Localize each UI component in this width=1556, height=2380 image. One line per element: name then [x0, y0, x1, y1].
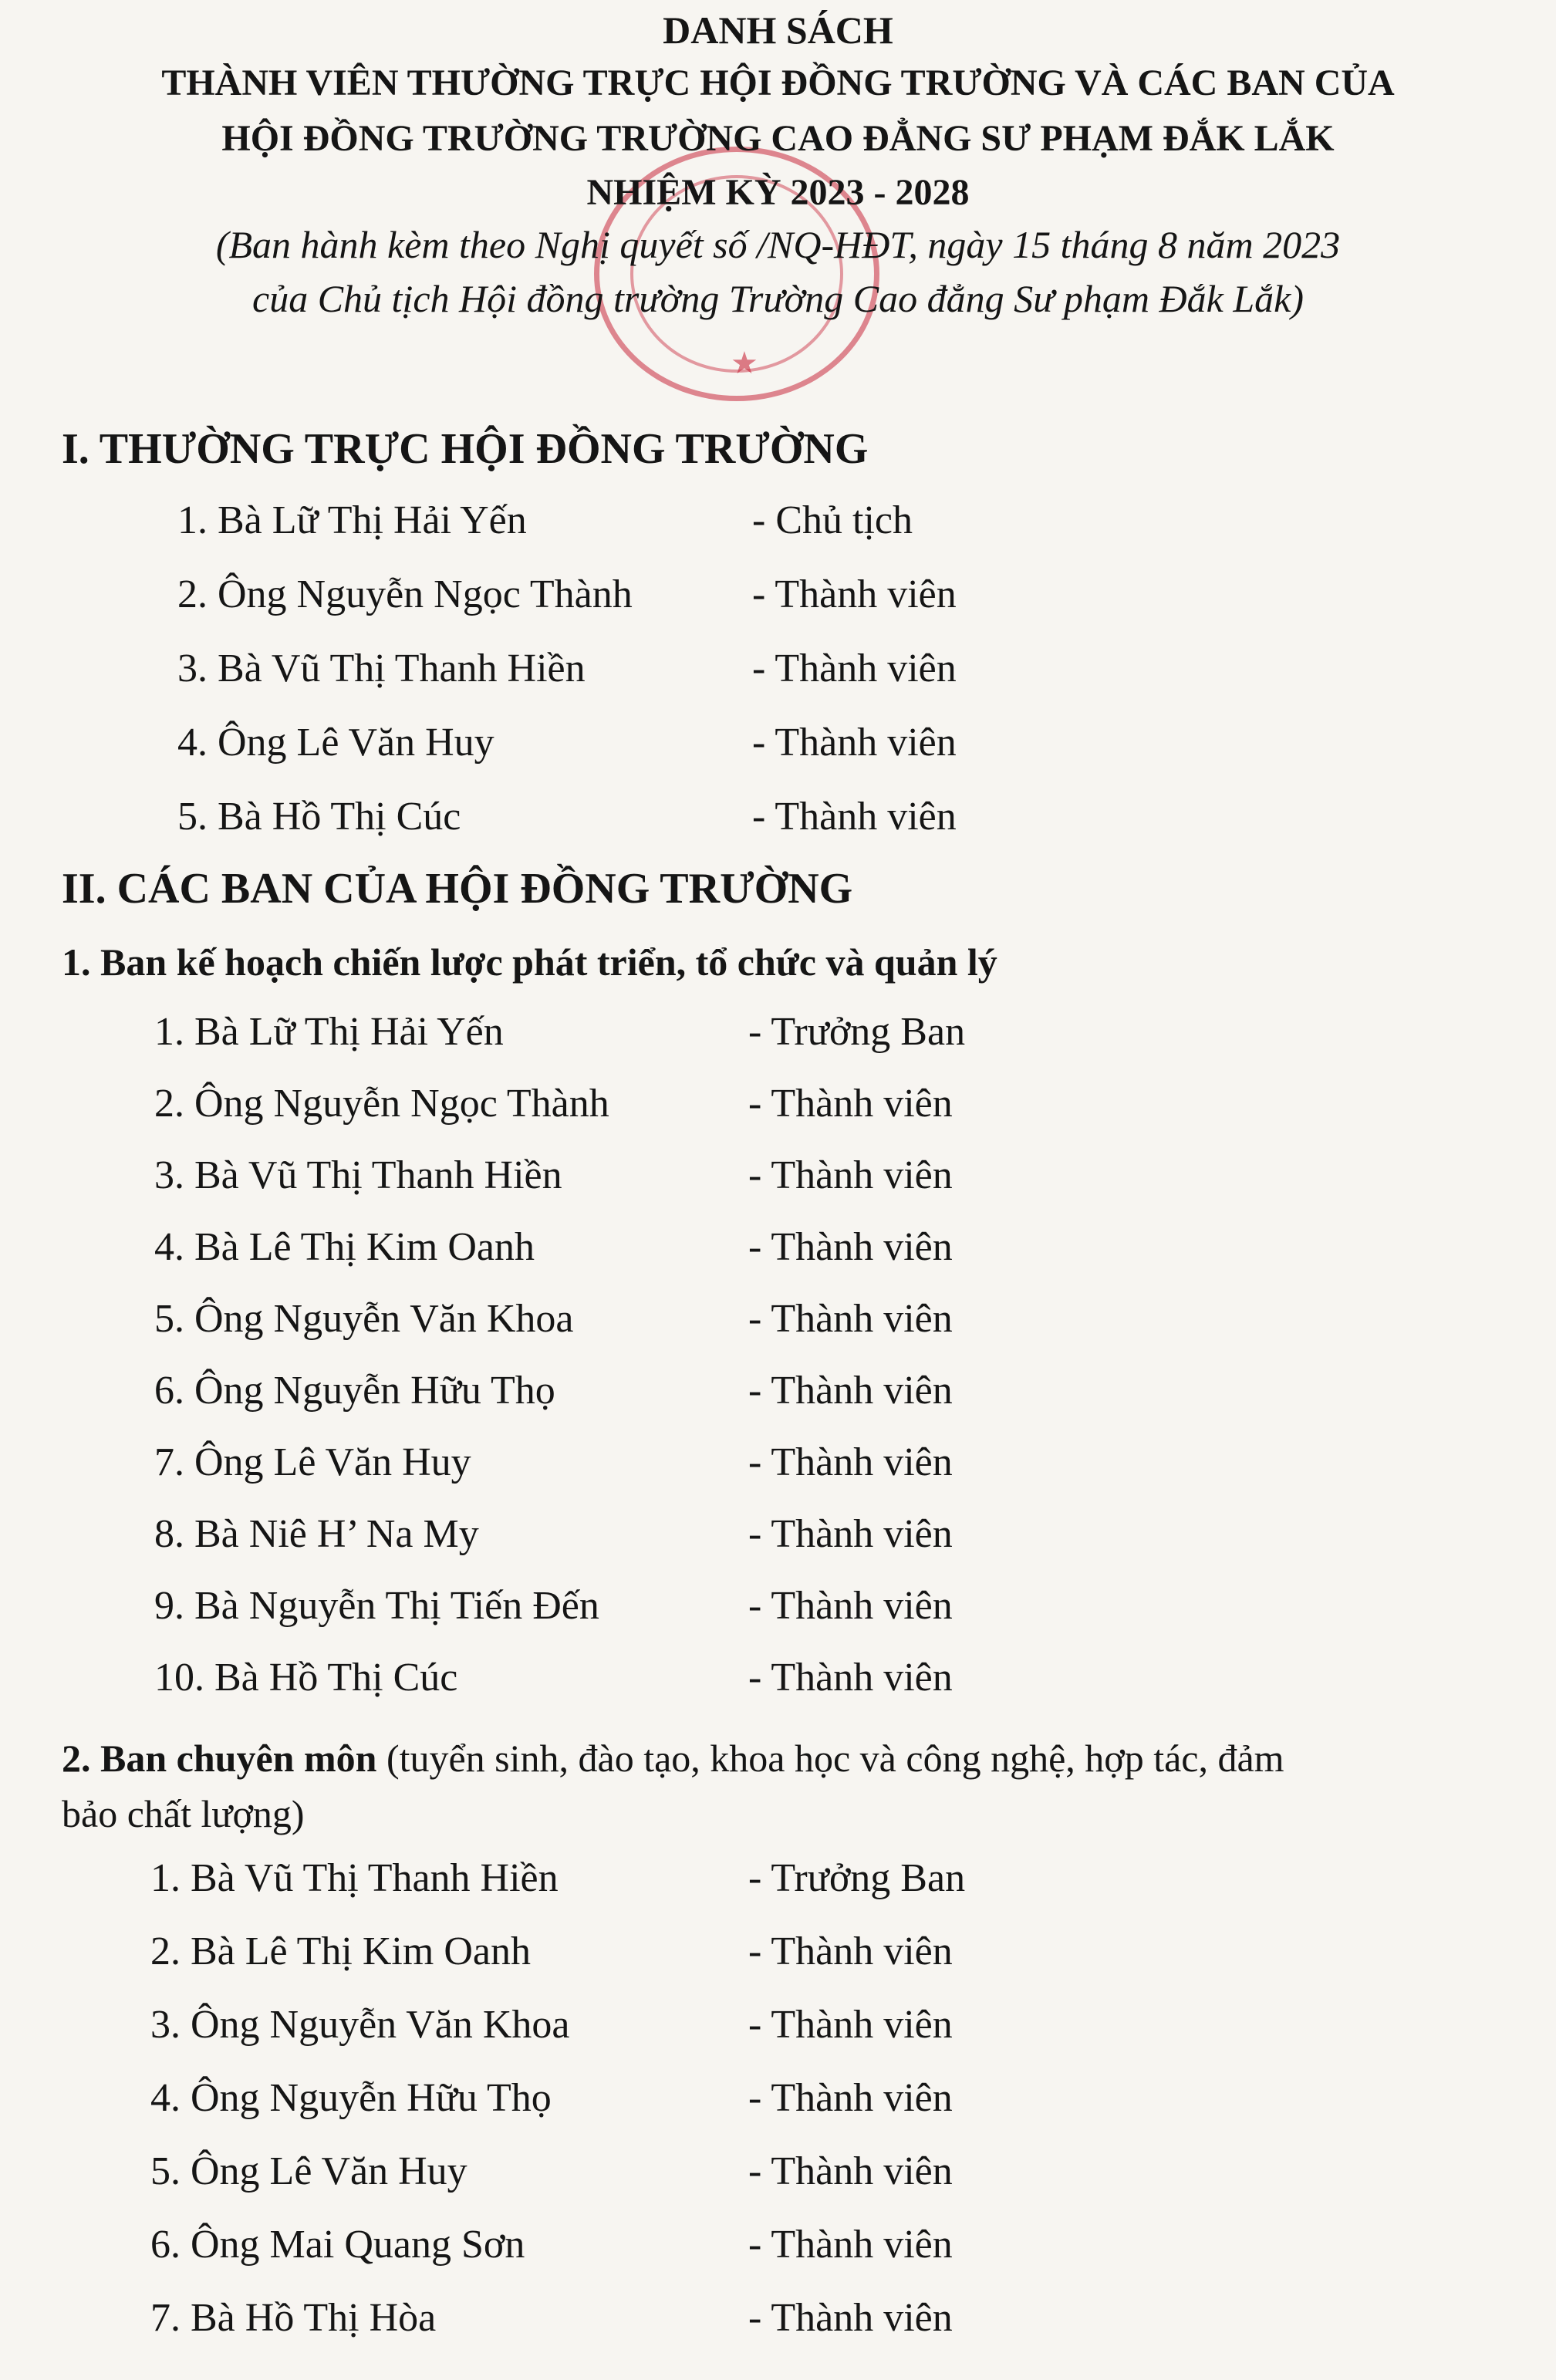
member-role: - Thành viên [748, 1153, 953, 1197]
list-item [177, 646, 1510, 707]
member-role: - Trưởng Ban [748, 1010, 966, 1054]
member-name: 3. Bà Vũ Thị Thanh Hiền [154, 1153, 562, 1197]
board2-title-bold: 2. Ban chuyên môn [62, 1737, 377, 1780]
list-item [177, 794, 1510, 856]
list-item [177, 720, 1510, 782]
member-role: - Thành viên [752, 646, 957, 690]
member-role: - Chủ tịch [752, 498, 913, 542]
member-role: - Trưởng Ban [748, 1856, 966, 1900]
member-role: - Thành viên [748, 2296, 953, 2340]
member-role: - Thành viên [748, 1082, 953, 1126]
board2-title-line2: bảo chất lượng) [62, 1792, 305, 1835]
doc-term: NHIỆM KỲ 2023 - 2028 [586, 172, 970, 213]
list-item [150, 2222, 1510, 2284]
member-name: 5. Bà Hồ Thị Cúc [177, 795, 461, 839]
list-item [154, 1511, 1510, 1573]
member-role: - Thành viên [748, 1225, 953, 1269]
doc-issuance-note-line2: của Chủ tịch Hội đồng trường Trường Cao đẳng Sư phạm Đắk Lắk) [252, 277, 1304, 320]
member-name: 3. Ông Nguyễn Văn Khoa [150, 2003, 570, 2047]
list-item [150, 1929, 1510, 1990]
member-name: 6. Ông Mai Quang Sơn [150, 2223, 525, 2267]
board2-title [62, 1736, 1284, 1781]
member-name: 1. Bà Vũ Thị Thanh Hiền [150, 1856, 559, 1900]
list-item [154, 1583, 1510, 1645]
list-item [154, 1296, 1510, 1358]
member-name: 2. Ông Nguyễn Ngọc Thành [154, 1082, 609, 1126]
member-name: 7. Ông Lê Văn Huy [154, 1440, 471, 1484]
member-name: 7. Bà Hồ Thị Hòa [150, 2296, 437, 2340]
member-role: - Thành viên [748, 1584, 953, 1628]
member-name: 10. Bà Hồ Thị Cúc [154, 1656, 458, 1700]
member-role: - Thành viên [748, 2076, 953, 2120]
seal-star-icon: ★ [731, 346, 758, 380]
member-role: - Thành viên [752, 721, 957, 765]
member-name: 1. Bà Lữ Thị Hải Yến [177, 498, 527, 542]
member-role: - Thành viên [752, 572, 957, 616]
member-role: - Thành viên [748, 1369, 953, 1413]
list-item [177, 498, 1510, 559]
member-role: - Thành viên [752, 795, 957, 839]
doc-title-line3: HỘI ĐỒNG TRƯỜNG TRƯỜNG CAO ĐẲNG SƯ PHẠM ĐẮK LẮK [221, 118, 1335, 159]
member-name: 2. Bà Lê Thị Kim Oanh [150, 1929, 531, 1973]
list-item [154, 1368, 1510, 1430]
list-item [154, 1081, 1510, 1143]
doc-issuance-note: (Ban hành kèm theo Nghị quyết số /NQ-HĐT, ngày 15 tháng 8 năm 2023 [215, 223, 1341, 266]
member-role: - Thành viên [748, 1440, 953, 1484]
section1-heading: I. THƯỜNG TRỰC HỘI ĐỒNG TRƯỜNG [62, 425, 869, 473]
member-role: - Thành viên [748, 2003, 953, 2047]
list-item [154, 1224, 1510, 1286]
board1-title: 1. Ban kế hoạch chiến lược phát triển, tổ chức và quản lý [62, 940, 997, 984]
member-name: 5. Ông Lê Văn Huy [150, 2149, 467, 2193]
list-item [154, 1009, 1510, 1071]
member-name: 1. Bà Lữ Thị Hải Yến [154, 1010, 504, 1054]
list-item [150, 2075, 1510, 2137]
member-name: 9. Bà Nguyễn Thị Tiến Đến [154, 1584, 599, 1628]
member-name: 2. Ông Nguyễn Ngọc Thành [177, 572, 633, 616]
member-name: 4. Ông Lê Văn Huy [177, 721, 494, 765]
member-name: 4. Ông Nguyễn Hữu Thọ [150, 2076, 552, 2120]
section2-heading: II. CÁC BAN CỦA HỘI ĐỒNG TRƯỜNG [62, 865, 853, 913]
member-name: 6. Ông Nguyễn Hữu Thọ [154, 1369, 555, 1413]
member-name: 5. Ông Nguyễn Văn Khoa [154, 1297, 574, 1341]
member-role: - Thành viên [748, 1656, 953, 1700]
list-item [154, 1153, 1510, 1214]
member-role: - Thành viên [748, 2223, 953, 2267]
doc-title: DANH SÁCH [663, 8, 893, 52]
list-item [150, 2149, 1510, 2210]
list-item [177, 572, 1510, 633]
list-item [150, 2002, 1510, 2064]
member-role: - Thành viên [748, 1297, 953, 1341]
member-role: - Thành viên [748, 1929, 953, 1973]
list-item [150, 2295, 1510, 2357]
member-role: - Thành viên [748, 2149, 953, 2193]
member-name: 8. Bà Niê H’ Na My [154, 1512, 479, 1556]
list-item [154, 1440, 1510, 1501]
board2-title-rest: (tuyển sinh, đào tạo, khoa học và công nghệ, hợp tác, đảm [376, 1737, 1284, 1780]
doc-title-line2: THÀNH VIÊN THƯỜNG TRỰC HỘI ĐỒNG TRƯỜNG VÀ CÁC BAN CỦA [161, 62, 1395, 103]
list-item [150, 1855, 1510, 1917]
member-role: - Thành viên [748, 1512, 953, 1556]
list-item [154, 1655, 1510, 1717]
member-name: 4. Bà Lê Thị Kim Oanh [154, 1225, 535, 1269]
member-name: 3. Bà Vũ Thị Thanh Hiền [177, 646, 586, 690]
